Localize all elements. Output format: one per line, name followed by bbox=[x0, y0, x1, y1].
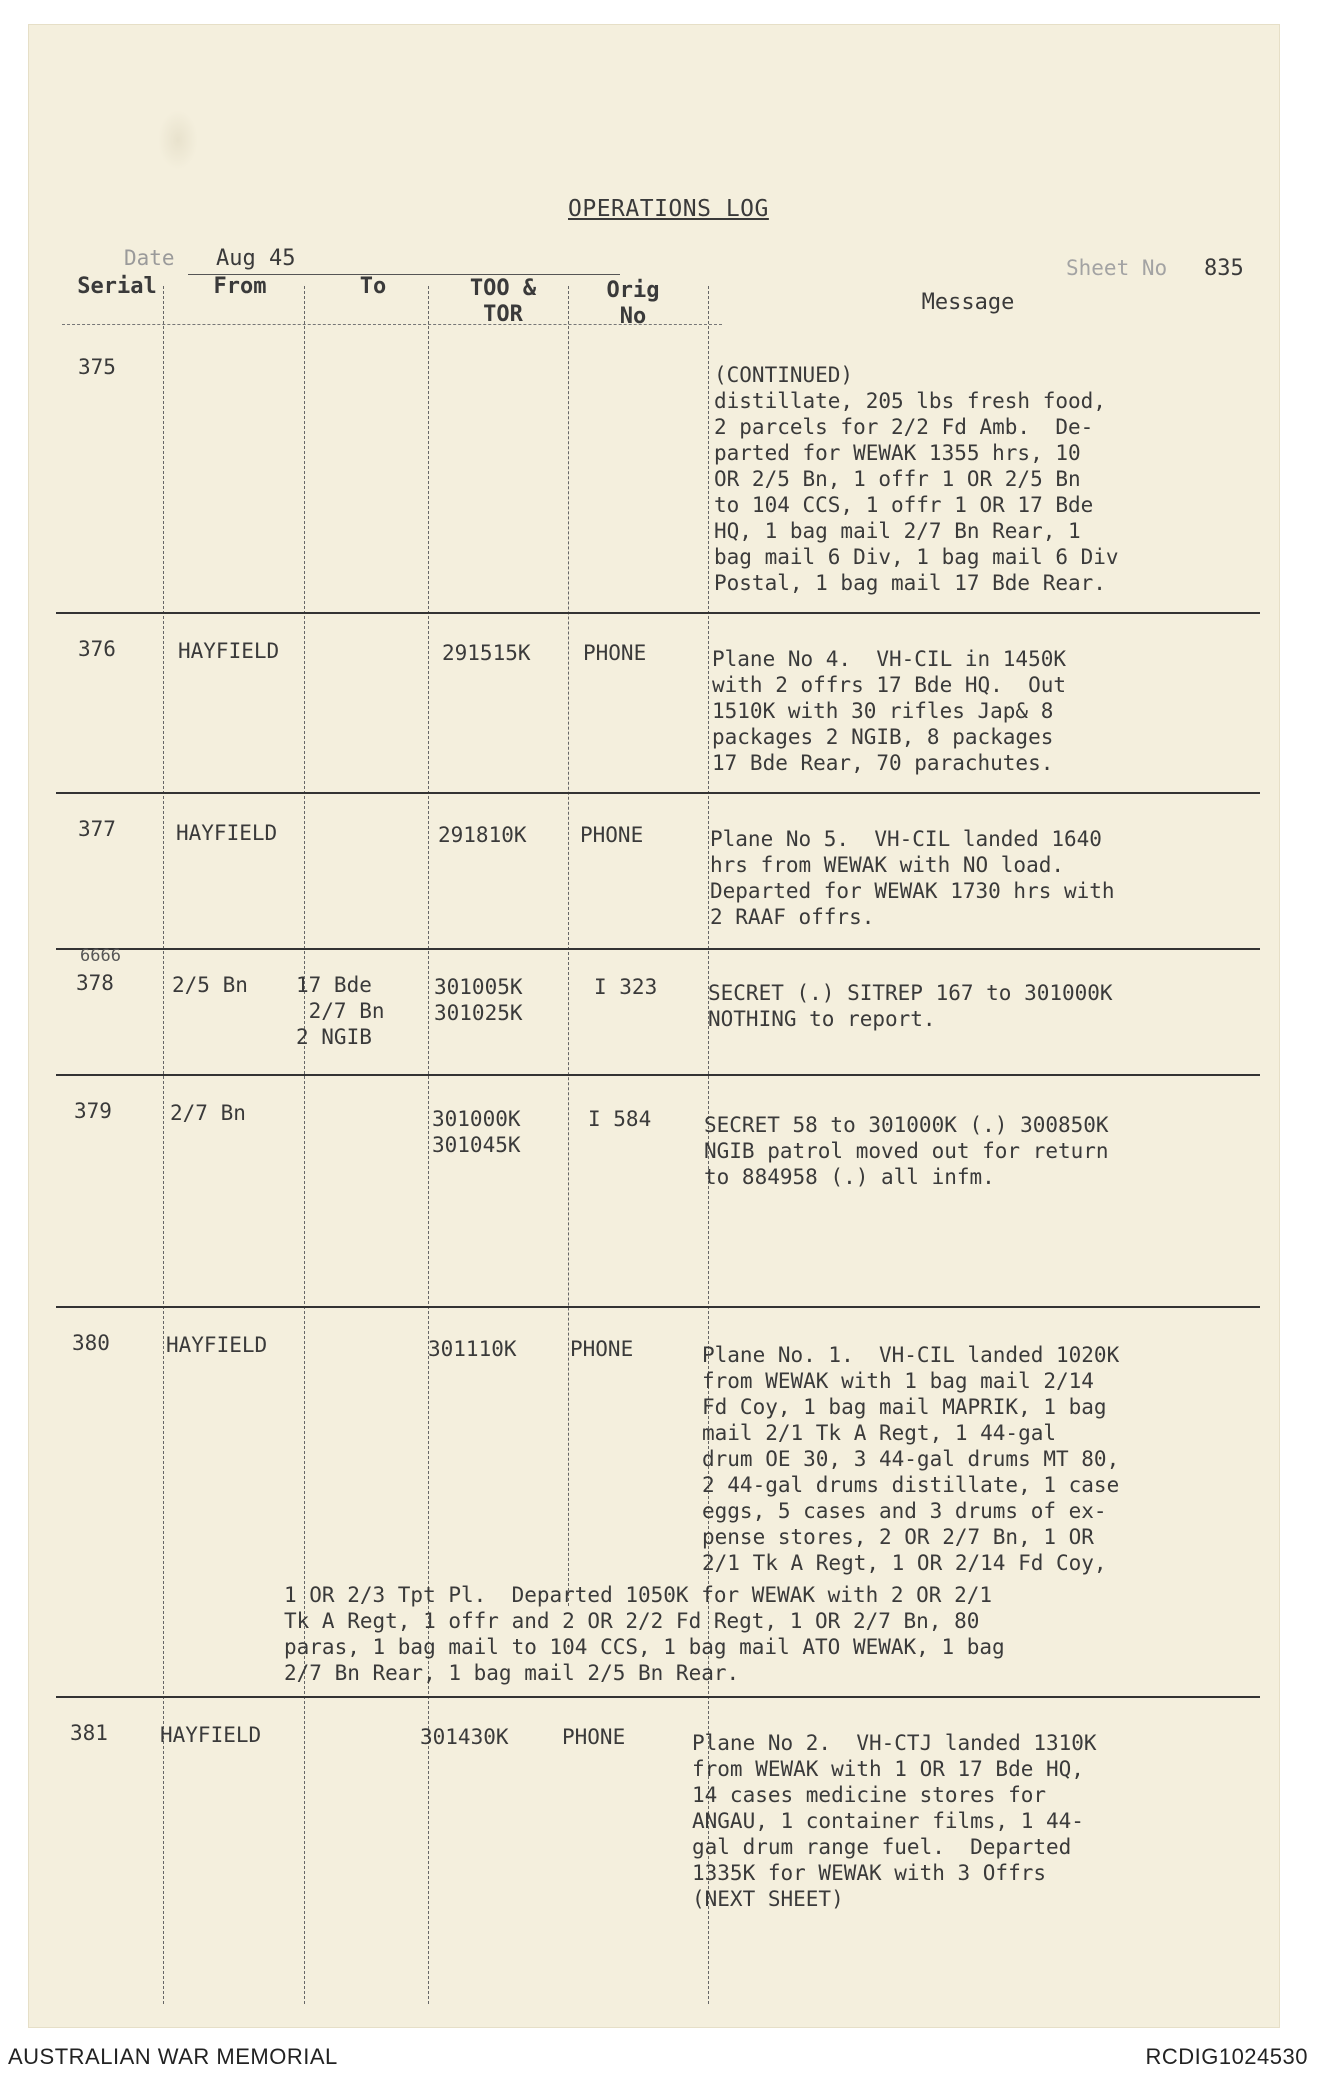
from-cell: 2/7 Bn bbox=[170, 1101, 246, 1125]
margin-note: 6666 bbox=[80, 946, 121, 966]
row-separator bbox=[56, 1074, 1260, 1076]
from-cell: HAYFIELD bbox=[166, 1333, 268, 1357]
page-title: OPERATIONS LOG bbox=[568, 196, 769, 222]
serial-cell: 380 bbox=[72, 1331, 110, 1355]
message-cell: Plane No 2. VH-CTJ landed 1310K from WEWAK with 1 OR 17 Bde HQ, 14 cases medicine stores for ANGAU, 1 container films, 1 44- gal drum range fuel. Departed 1335K for WEWAK with 3 Offrs (NEXT SHEET) bbox=[692, 1731, 1097, 1911]
orig-no-cell: PHONE bbox=[583, 641, 647, 665]
column-divider bbox=[568, 286, 569, 1606]
message-cell: SECRET 58 to 301000K (.) 300850K NGIB patrol moved out for return to 884958 (.) all infm. bbox=[704, 1113, 1109, 1189]
too-tor-cell: 291810K bbox=[438, 823, 527, 847]
orig-no-cell: I 584 bbox=[588, 1107, 652, 1131]
column-header-orig-no: Orig No bbox=[606, 278, 660, 329]
row-separator bbox=[56, 612, 1260, 614]
row-separator bbox=[56, 792, 1260, 794]
orig-no-cell: PHONE bbox=[562, 1725, 626, 1749]
orig-no-cell: I 323 bbox=[594, 975, 658, 999]
to-cell: 17 Bde 2/7 Bn 2 NGIB bbox=[296, 973, 385, 1049]
archive-credit: AUSTRALIAN WAR MEMORIAL bbox=[8, 2044, 338, 2069]
sheet-number-value: 835 bbox=[1204, 256, 1244, 281]
message-cell: SECRET (.) SITREP 167 to 301000K NOTHING to report. bbox=[708, 981, 1113, 1031]
too-tor-cell: 291515K bbox=[442, 641, 531, 665]
too-tor-cell: 301430K bbox=[420, 1725, 509, 1749]
serial-cell: 378 bbox=[76, 971, 114, 995]
header-underline bbox=[62, 324, 722, 325]
serial-cell: 381 bbox=[70, 1721, 108, 1745]
message-cell: Plane No. 1. VH-CIL landed 1020K from WEWAK with 1 bag mail 2/14 Fd Coy, 1 bag mail MAPRIK, 1 bag mail 2/1 Tk A Regt, 1 44-gal drum OE 30, 3 44-gal drums MT 80, 2 44-gal drums distillate, 1 case eggs, 5 cases and 3 drums of ex- pense stores, 2 OR 2/7 Bn, 1 OR 2/1 Tk A Regt, 1 OR 2/14 Fd Coy, bbox=[702, 1343, 1120, 1575]
from-cell: 2/5 Bn bbox=[172, 973, 248, 997]
orig-no-cell: PHONE bbox=[570, 1337, 634, 1361]
sheet-number-label: Sheet No bbox=[1066, 256, 1168, 280]
archive-reference: RCDIG1024530 bbox=[1145, 2044, 1308, 2069]
date-label: Date bbox=[124, 246, 175, 270]
orig-no-cell: PHONE bbox=[580, 823, 644, 847]
serial-cell: 376 bbox=[78, 637, 116, 661]
serial-cell: 375 bbox=[78, 355, 116, 379]
row-separator bbox=[56, 948, 1260, 950]
serial-cell: 377 bbox=[78, 817, 116, 841]
column-header-to: To bbox=[359, 274, 387, 299]
message-continuation: 1 OR 2/3 Tpt Pl. Departed 1050K for WEWAK with 2 OR 2/1 Tk A Regt, 1 offr and 2 OR 2/2 Fd Regt, 1 OR 2/7 Bn, 80 paras, 1 bag mail to 104 CCS, 1 bag mail ATO WEWAK, 1 bag 2/7 Bn Rear, 1 bag mail 2/5 Bn Rear. bbox=[284, 1583, 1005, 1685]
too-tor-cell: 301110K bbox=[428, 1337, 517, 1361]
too-tor-cell: 301005K 301025K bbox=[434, 975, 523, 1025]
log-sheet bbox=[28, 24, 1280, 2028]
row-separator bbox=[56, 1306, 1260, 1308]
message-cell: Plane No 4. VH-CIL in 1450K with 2 offrs 17 Bde HQ. Out 1510K with 30 rifles Jap& 8 packages 2 NGIB, 8 packages 17 Bde Rear, 70 parachutes. bbox=[712, 647, 1067, 775]
column-header-from: From bbox=[213, 274, 267, 299]
date-value: Aug 45 bbox=[216, 246, 296, 271]
message-cell: (CONTINUED) distillate, 205 lbs fresh food, 2 parcels for 2/2 Fd Amb. De- parted for WEWAK 1355 hrs, 10 OR 2/5 Bn, 1 offr 1 OR 2/5 Bn to 104 CCS, 1 offr 1 OR 17 Bde HQ, 1 bag mail 2/7 Bn Rear, 1 bag mail 6 Div, 1 bag mail 6 Div Postal, 1 bag mail 17 Bde Rear. bbox=[714, 363, 1119, 595]
serial-cell: 379 bbox=[74, 1099, 112, 1123]
row-separator bbox=[56, 1696, 1260, 1698]
column-header-message: Message bbox=[921, 290, 1015, 315]
too-tor-cell: 301000K 301045K bbox=[432, 1107, 521, 1157]
from-cell: HAYFIELD bbox=[176, 821, 278, 845]
column-divider bbox=[304, 286, 305, 2004]
from-cell: HAYFIELD bbox=[160, 1723, 262, 1747]
message-cell: Plane No 5. VH-CIL landed 1640 hrs from WEWAK with NO load. Departed for WEWAK 1730 hrs with 2 RAAF offrs. bbox=[710, 827, 1115, 929]
column-header-serial: Serial bbox=[77, 274, 157, 299]
paper-smudge bbox=[158, 110, 198, 170]
column-header-too-tor: TOO & TOR bbox=[469, 276, 537, 327]
from-cell: HAYFIELD bbox=[178, 639, 280, 663]
